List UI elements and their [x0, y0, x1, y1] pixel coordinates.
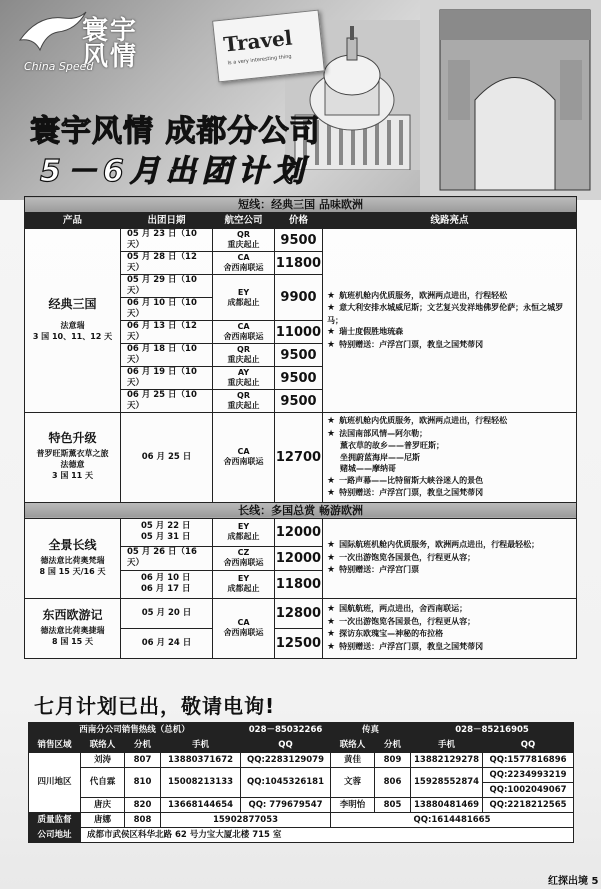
highlight-item: 薰衣草的故乡——普罗旺斯； — [340, 441, 444, 450]
highlight-item: ★ 意大利安排水城威尼斯；文艺复兴发祥地佛罗伦萨；永恒之城罗马； — [327, 303, 564, 325]
contact-qq: QQ:1045326181 — [241, 768, 331, 798]
route-highlights — [323, 229, 577, 413]
tour-date: 05 月 23 日（10 天） — [121, 229, 213, 252]
hotline-label: 西南分公司销售热线（总机） — [29, 723, 241, 738]
product-desc: 8 国 15 天 — [51, 636, 94, 646]
page-title: 寰宇风情 成都分公司 — [30, 114, 321, 149]
contact-row — [29, 768, 574, 783]
brand-name-en: China Speed — [24, 60, 94, 73]
tour-date: 05 月 26 日（16 天） — [121, 546, 213, 570]
highlight-item: ★ 瑞士度假胜地琉森 — [327, 327, 404, 338]
highlight-item: ★ 一次出游饱览各国景色，行程更从容； — [327, 552, 476, 563]
contact-mobile: 13668144654 — [161, 798, 241, 813]
price: 12500 — [275, 628, 323, 658]
contact-name: 代自霖 — [81, 768, 125, 798]
col-qq: QQ — [241, 738, 331, 753]
highlight-item: ★ 法国南部风情—阿尔勒； — [327, 428, 428, 439]
quality-ext: 808 — [125, 813, 161, 828]
tour-date: 06 月 10 日（10 天） — [121, 298, 213, 321]
highlight-item: ★ 一次出游饱览各国景色，行程更从容； — [327, 616, 476, 627]
price: 12800 — [275, 598, 323, 628]
bird-logo-icon — [18, 10, 88, 58]
tour-date: 06 月 24 日 — [121, 628, 213, 658]
col-product: 产品 — [25, 213, 121, 229]
airline: CA 舍西南联运 — [213, 598, 275, 658]
price: 9900 — [275, 275, 323, 321]
itinerary-table — [24, 196, 577, 659]
tour-date: 05 月 22 日 05 月 31 日 — [121, 518, 213, 546]
contact-ext: 809 — [375, 753, 411, 768]
product-panorama — [25, 518, 121, 598]
contact-ext: 810 — [125, 768, 161, 798]
fax-number: 028－85216905 — [411, 723, 574, 738]
short-section-title: 短线：经典三国 品味欧洲 — [25, 197, 577, 213]
highlight-item: ★ 特别赠送：卢浮宫门票，教皇之国梵蒂冈 — [327, 641, 484, 652]
route-highlights — [323, 413, 577, 503]
product-desc: 普罗旺斯薰衣草之旅 — [36, 449, 109, 459]
col-ext: 分机 — [125, 738, 161, 753]
contact-qq: QQ: 779679547 — [241, 798, 331, 813]
price: 11800 — [275, 570, 323, 598]
col-price: 价格 — [275, 213, 323, 229]
price: 9500 — [275, 390, 323, 413]
col-mobile: 手机 — [161, 738, 241, 753]
tour-date: 05 月 29 日（10 天） — [121, 275, 213, 298]
short-section-header — [25, 197, 577, 213]
page-footer: 红探出境 5 — [548, 876, 599, 887]
price: 11000 — [275, 321, 323, 344]
contact-mobile: 15928552874 — [411, 768, 483, 798]
hotline-row — [29, 723, 574, 738]
table-row — [25, 413, 577, 503]
product-name: 特色升级 — [48, 431, 97, 446]
col-highlights: 线路亮点 — [323, 213, 577, 229]
highlight-item: ★ 特别赠送：卢浮宫门票，教皇之国梵蒂冈 — [327, 339, 484, 350]
contact-name: 黄佳 — [331, 753, 375, 768]
product-desc: 德法意比荷奥梵瑞 — [40, 555, 105, 565]
tour-date: 06 月 10 日 06 月 17 日 — [121, 570, 213, 598]
price: 9500 — [275, 367, 323, 390]
product-desc: 3 国 10、11、12 天 — [32, 332, 113, 341]
tour-date: 05 月 28 日（12 天） — [121, 252, 213, 275]
long-section-header — [25, 502, 577, 518]
contact-qq: QQ:1577816896 — [483, 753, 574, 768]
quality-qq: QQ:1614481665 — [331, 813, 574, 828]
airline: CZ 舍西南联运 — [213, 546, 275, 570]
travel-postcard — [212, 10, 325, 83]
contact-qq: QQ:2234993219 — [483, 768, 574, 783]
highlight-item: ★ 特别赠送：卢浮宫门票，教皇之国梵蒂冈 — [327, 488, 484, 498]
tour-date: 06 月 19 日（10 天） — [121, 367, 213, 390]
table-row — [25, 598, 577, 628]
product-desc: 3 国 11 天 — [51, 471, 94, 481]
quality-name: 唐娜 — [81, 813, 125, 828]
tour-date: 06 月 25 日 — [121, 413, 213, 503]
product-desc: 8 国 15 天/16 天 — [39, 566, 106, 576]
highlight-item: ★ 国航航班，两点进出，舍西南联运； — [327, 604, 468, 614]
col-region: 销售区域 — [29, 738, 81, 753]
product-name: 东西欧游记 — [42, 607, 103, 622]
contact-ext: 820 — [125, 798, 161, 813]
contact-name: 刘涛 — [81, 753, 125, 768]
col-qq: QQ — [483, 738, 574, 753]
highlight-item: ★ 一路声幕——比特留斯大峡谷迷人的景色 — [327, 475, 484, 486]
highlight-item: ★ 国际航班机舱内优质服务，欧洲两点进出，行程最轻松； — [327, 540, 540, 551]
contact-row — [29, 798, 574, 813]
highlight-item: 赌城——摩纳哥 — [340, 464, 396, 473]
airline: CA 舍西南联运 — [213, 252, 275, 275]
address-label: 公司地址 — [29, 828, 81, 843]
contact-table-wrap — [28, 722, 573, 843]
price: 9500 — [275, 344, 323, 367]
company-logo — [18, 10, 168, 80]
col-mobile: 手机 — [411, 738, 483, 753]
col-contact: 联络人 — [331, 738, 375, 753]
price: 9500 — [275, 229, 323, 252]
airline: QR 重庆起止 — [213, 229, 275, 252]
product-name: 全景长线 — [48, 537, 97, 552]
product-name: 经典三国 — [48, 297, 97, 311]
product-classic-three — [25, 229, 121, 413]
header-collage — [0, 0, 601, 200]
tour-date: 06 月 25 日（10 天） — [121, 390, 213, 413]
route-highlights — [323, 598, 577, 658]
highlight-item: ★ 航班机舱内优质服务，欧洲两点进出，行程轻松 — [327, 290, 508, 301]
col-contact: 联络人 — [81, 738, 125, 753]
price: 12000 — [275, 546, 323, 570]
contact-qq: QQ:2218212565 — [483, 798, 574, 813]
contact-ext: 806 — [375, 768, 411, 798]
travel-title: Travel — [222, 25, 294, 57]
itinerary-table-wrap — [24, 196, 576, 659]
highlight-item: ★ 航班机舱内优质服务，欧洲两点进出，行程轻松 — [327, 416, 508, 426]
airline: CA 舍西南联运 — [213, 321, 275, 344]
product-east-west — [25, 598, 121, 658]
quality-label: 质量监督 — [29, 813, 81, 828]
quality-row — [29, 813, 574, 828]
table-row — [25, 518, 577, 546]
contact-mobile: 13882129278 — [411, 753, 483, 768]
price: 12700 — [275, 413, 323, 503]
fax-label: 传真 — [331, 723, 411, 738]
highlight-item: 坐拥蔚蓝海岸——尼斯 — [340, 452, 420, 462]
contact-ext: 805 — [375, 798, 411, 813]
contact-row — [29, 753, 574, 768]
july-plan-banner: 七月计划已出，敬请电询! — [34, 694, 276, 718]
brand-name-cn: 寰宇风情 — [82, 16, 139, 72]
airline: EY 成都起止 — [213, 275, 275, 321]
contact-qq: QQ:1002049067 — [483, 783, 574, 798]
contact-qq: QQ:2283129079 — [241, 753, 331, 768]
address-row — [29, 828, 574, 843]
table-row — [25, 229, 577, 252]
travel-subtitle: Is a very interesting thing — [227, 53, 292, 67]
airline: AY 重庆起止 — [213, 367, 275, 390]
highlight-item: ★ 特别赠送：卢浮宫门票 — [327, 565, 420, 576]
page-subtitle: 5－6月出团计划 — [40, 154, 310, 189]
region-label: 四川地区 — [29, 753, 81, 813]
contact-table — [28, 722, 574, 843]
contact-name: 文蓉 — [331, 768, 375, 798]
route-highlights — [323, 518, 577, 598]
long-section-title: 长线：多国总赏 畅游欧洲 — [25, 502, 577, 518]
airline: EY 成都起止 — [213, 570, 275, 598]
col-ext: 分机 — [375, 738, 411, 753]
contact-header-row — [29, 738, 574, 753]
contact-mobile: 13880481469 — [411, 798, 483, 813]
product-desc: 德法意比荷奥捷瑞 — [40, 625, 105, 635]
column-header-row — [25, 213, 577, 229]
hotline-number: 028－85032266 — [241, 723, 331, 738]
airline: CA 舍西南联运 — [213, 413, 275, 503]
airline: QR 重庆起止 — [213, 390, 275, 413]
airline: EY 成都起止 — [213, 518, 275, 546]
arc-de-triomphe-image — [420, 0, 601, 200]
contact-name: 唐庆 — [81, 798, 125, 813]
tour-date: 05 月 20 日 — [121, 598, 213, 628]
address-value: 成都市武侯区科华北路 62 号力宝大厦北楼 715 室 — [81, 828, 574, 843]
col-date: 出团日期 — [121, 213, 213, 229]
contact-mobile: 13880371672 — [161, 753, 241, 768]
contact-mobile: 15008213133 — [161, 768, 241, 798]
contact-name: 李明怡 — [331, 798, 375, 813]
airline: QR 重庆起止 — [213, 344, 275, 367]
price: 11800 — [275, 252, 323, 275]
tour-date: 06 月 18 日（10 天） — [121, 344, 213, 367]
highlight-item: ★ 探访东欧瑰宝—神秘的布拉格 — [327, 629, 444, 639]
product-desc: 法意瑞 — [60, 321, 85, 330]
price: 12000 — [275, 518, 323, 546]
product-desc: 法德意 — [60, 460, 85, 470]
contact-ext: 807 — [125, 753, 161, 768]
tour-date: 06 月 13 日（12 天） — [121, 321, 213, 344]
quality-mobile: 15902877053 — [161, 813, 331, 828]
product-upgrade — [25, 413, 121, 503]
col-airline: 航空公司 — [213, 213, 275, 229]
